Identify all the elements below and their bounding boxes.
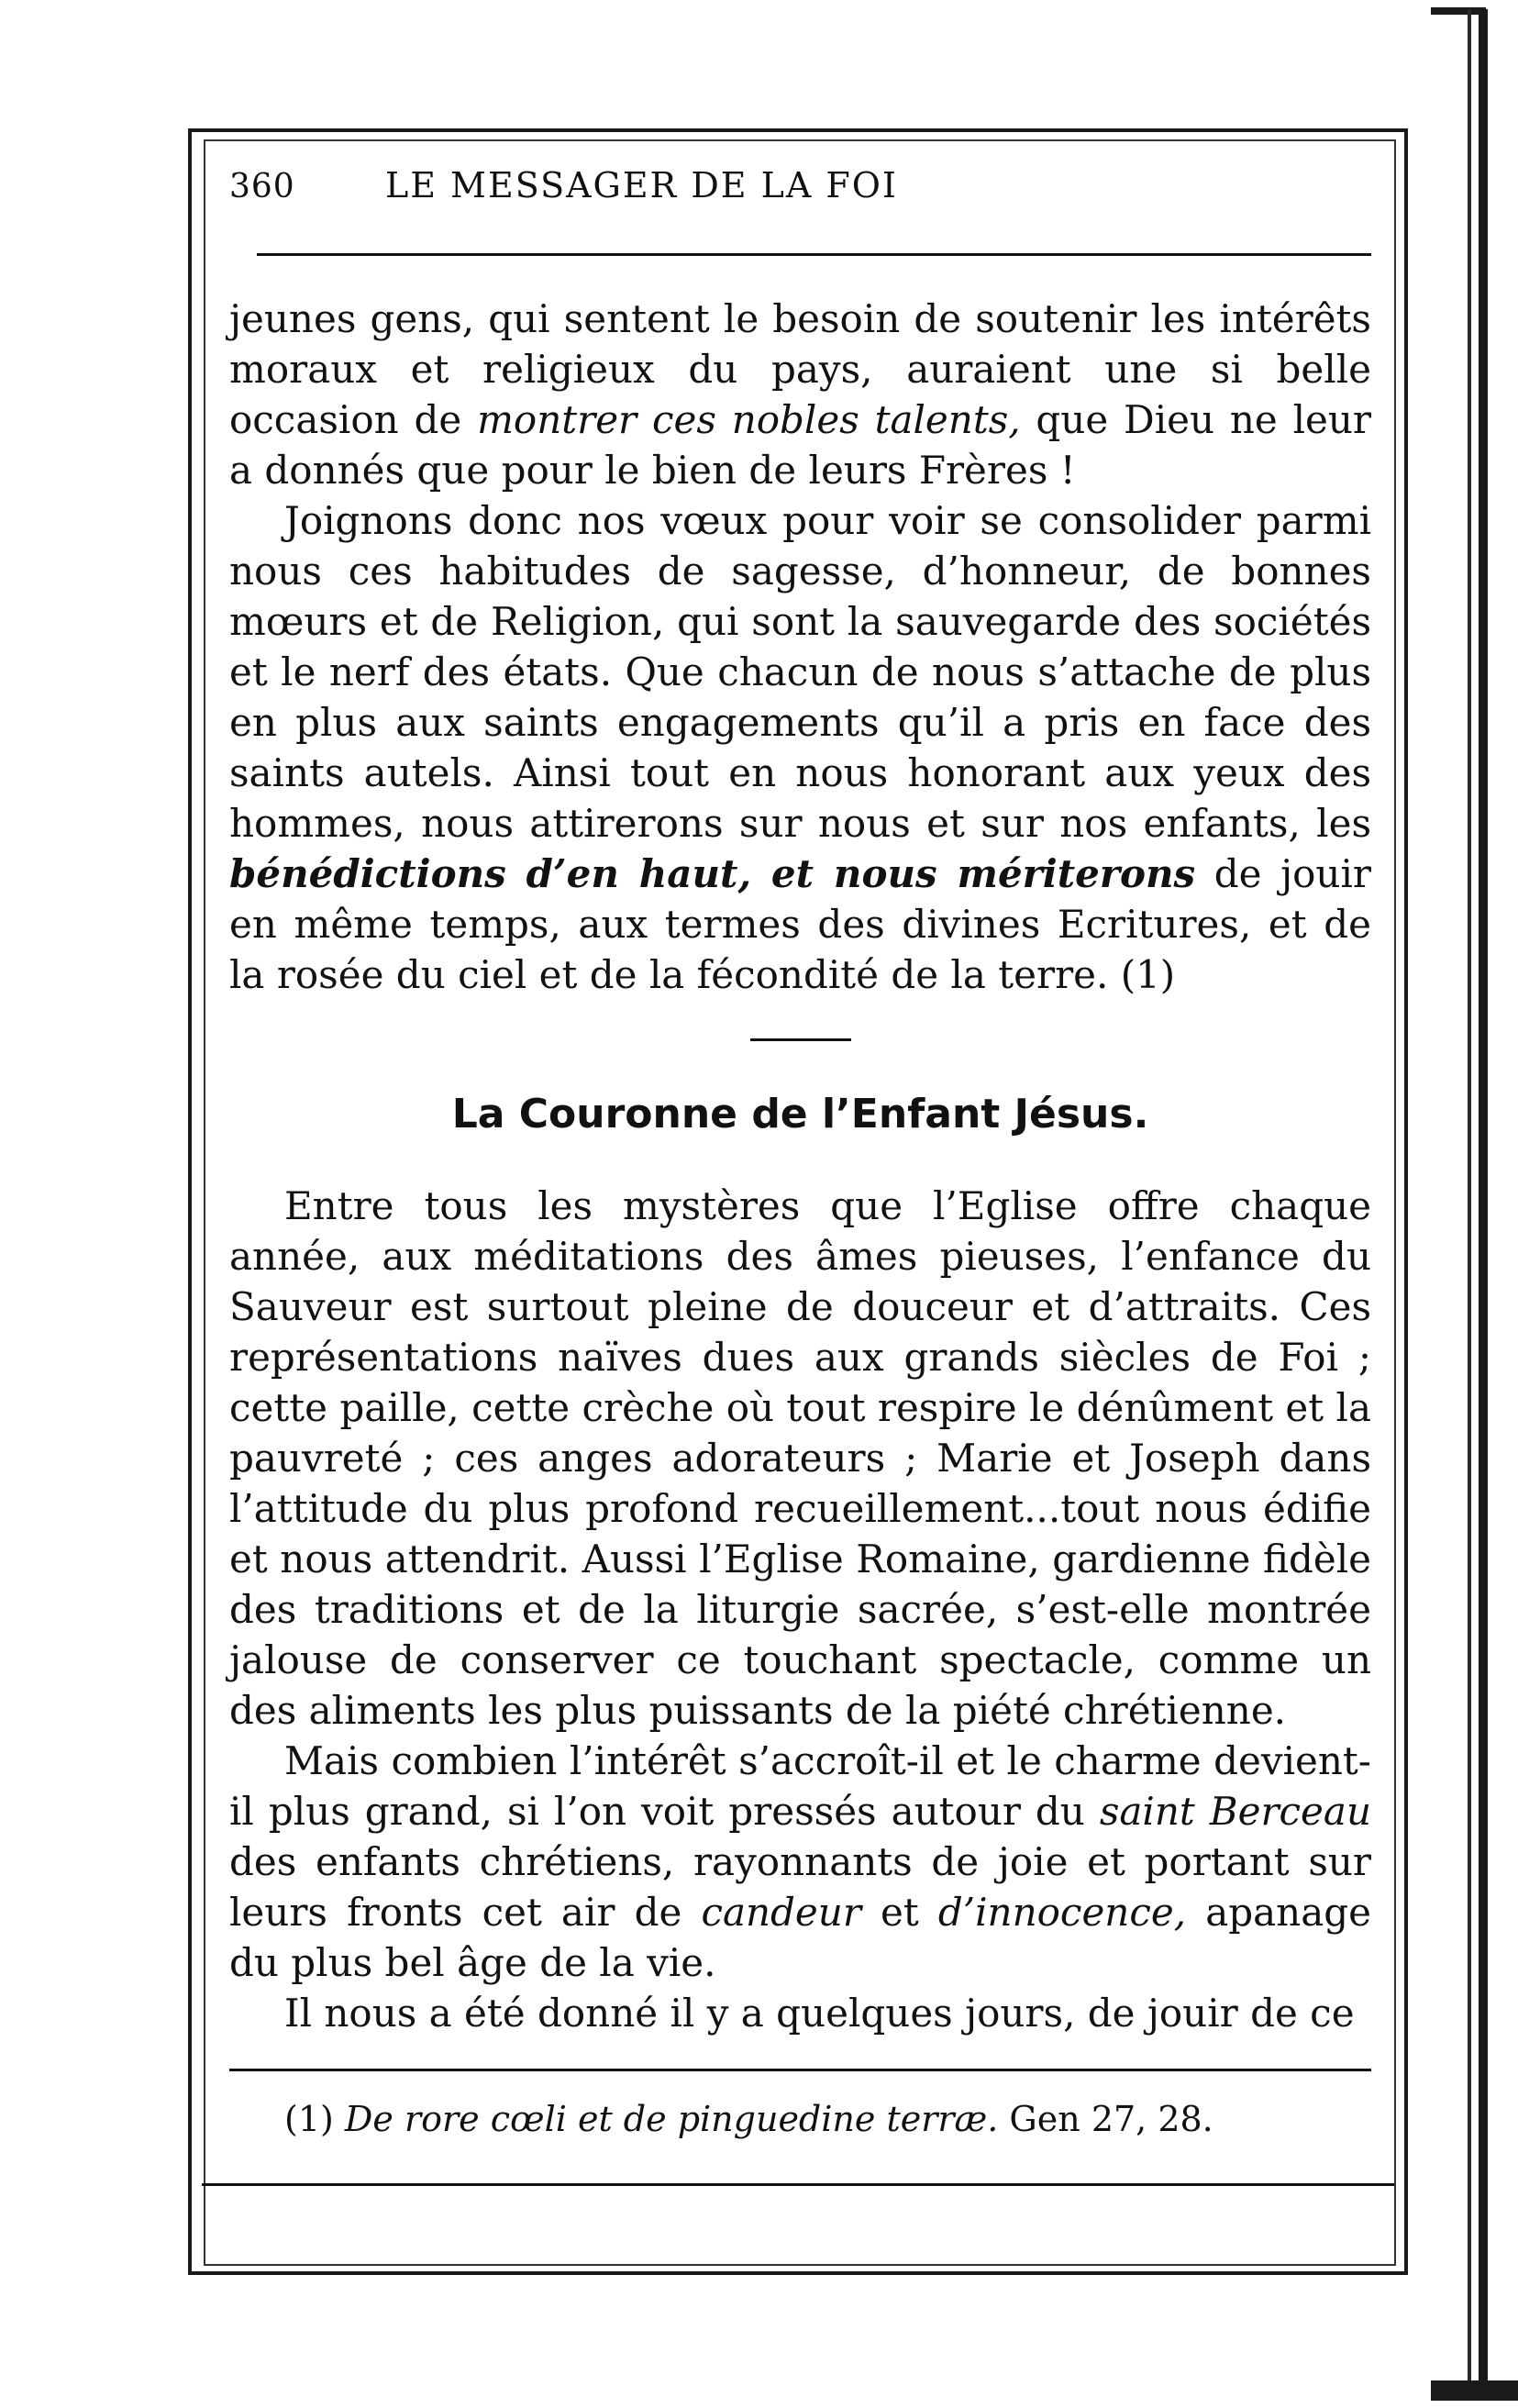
paragraph: Entre tous les mystères que l’Eglise offre chaque année, aux méditations des âmes pieuses, l’enfance du Sauveur est surtout pleine de douceur et d’attraits. Ces représentations naïves dues aux grands siècles de Foi ; cette paille, cette crèche où tout respire le dénûment et la pauvreté ; ces anges adorateurs ; Marie et Joseph dans l’attitude du plus profond recueillement...tout nous édifie et nous attendrit. Aussi l’Eglise Romaine, gardienne fidèle des traditions et de la liturgie sacrée, s’est-elle montrée jalouse de conserver ce touchant spectacle, comme un des aliments les plus puissants de la piété chrétienne. (229, 1183, 1371, 1733)
paragraph (229, 1736, 1371, 1988)
italic-text: bénédictions d’en haut, et nous mériterons (229, 851, 1196, 896)
footnote-rule (229, 2069, 1371, 2071)
page-content (229, 165, 1371, 2139)
footnote-reference: Gen 27, 28. (998, 2099, 1213, 2139)
paragraph (229, 495, 1371, 1000)
body-text (229, 294, 1371, 2038)
footnote-latin: De rore cœli et de pinguedine terræ. (344, 2099, 999, 2139)
section-title: La Couronne de l’Enfant Jésus. (451, 1091, 1149, 1137)
text-run: Joignons donc nos vœux pour voir se consolider parmi nous ces habitudes de sagesse, d’honneur, de bonnes mœurs et de Religion, qui sont la sauvegarde des sociétés et le nerf des états. Que chacun de nous s’attache de plus en plus aux saints engagements qu’il a pris en face des saints autels. Ainsi tout en nous honorant aux yeux des hommes, nous attirerons sur nous et sur nos enfants, les (229, 498, 1371, 846)
running-head: LE MESSAGER DE LA FOI (385, 165, 898, 205)
text-run: apanage du plus bel âge de la vie. (229, 1890, 1371, 1985)
bottom-rule (202, 2183, 1394, 2186)
page-header (229, 165, 1371, 231)
text-run: des enfants chrétiens, rayonnants de joie et portant sur leurs fronts cet air de (229, 1839, 1371, 1935)
paragraph: Il nous a été donné il y a quelques jours, de jouir de ce (284, 1991, 1355, 2036)
italic-text: candeur (701, 1890, 861, 1935)
scan-edge (1468, 9, 1471, 2394)
footnote (284, 2096, 1213, 2142)
footnote-number: (1) (284, 2099, 345, 2139)
header-rule (257, 253, 1371, 256)
scan-edge-bottom (1431, 2380, 1518, 2401)
text-run: Mais combien l’intérêt s’accroît-il et le charme devient-il plus grand, si l’on voit pressés autour du (229, 1738, 1371, 1834)
text-run: et (860, 1890, 938, 1935)
text-run: que Dieu ne leur a donnés que pour le bien de leurs Frères ! (229, 397, 1371, 493)
italic-text: montrer ces nobles talents, (477, 397, 1021, 442)
page-number: 360 (229, 168, 295, 205)
text-run: de jouir en même temps, aux termes des divines Ecritures, et de la rosée du ciel et de la fécondité de la terre. (1) (229, 851, 1371, 997)
scan-edge (1479, 9, 1488, 2394)
scan-edge-top (1431, 7, 1486, 15)
text-run: jeunes gens, qui sentent le besoin de soutenir les intérêts moraux et religieux du pays, auraient une si belle occasion de (229, 296, 1371, 442)
italic-text: saint Berceau (1099, 1789, 1371, 1834)
section-separator (750, 1038, 851, 1041)
paragraph (229, 294, 1371, 495)
italic-text: d’innocence, (937, 1890, 1187, 1935)
